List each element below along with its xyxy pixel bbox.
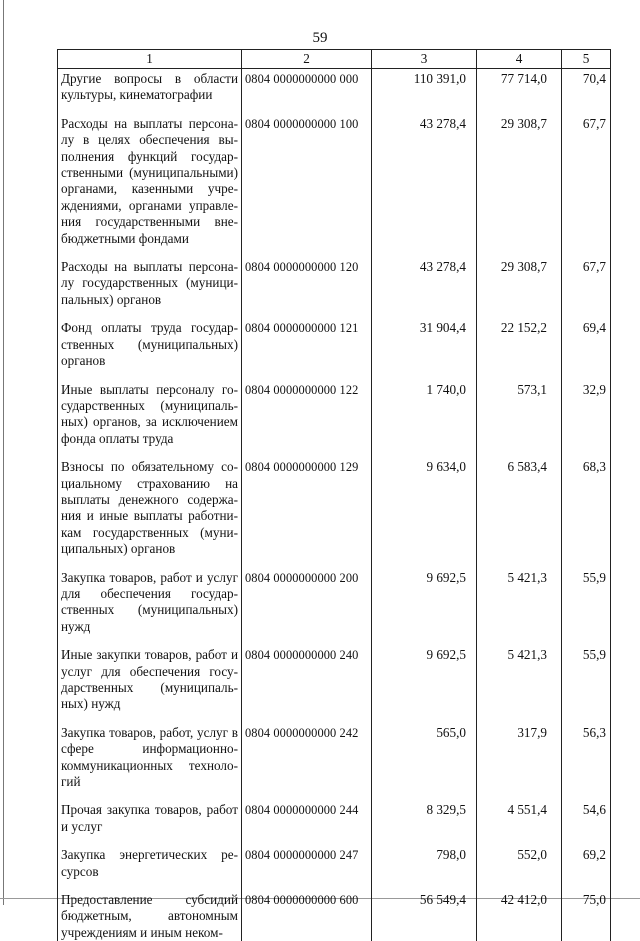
percent-cell: 55,9 <box>562 645 611 713</box>
expense-name-cell: Иные закупки товаров, работ и услуг для обеспечения госу-дарственных (муниципаль-ных) нужд <box>58 645 242 713</box>
spacer-cell <box>477 247 562 257</box>
spacer-cell <box>242 790 372 800</box>
row-spacer <box>58 308 611 318</box>
spacer-cell <box>477 635 562 645</box>
row-spacer <box>58 635 611 645</box>
budget-code-cell: 0804 0000000000 000 <box>242 69 372 104</box>
approved-amount-cell: 8 329,5 <box>372 800 477 835</box>
spacer-cell <box>242 835 372 845</box>
percent-cell: 75,0 <box>562 890 611 941</box>
percent-cell: 67,7 <box>562 257 611 308</box>
spacer-cell <box>372 447 477 457</box>
table-row <box>58 257 611 308</box>
spacer-cell <box>562 558 611 568</box>
spacer-cell <box>562 104 611 114</box>
spacer-cell <box>372 104 477 114</box>
approved-amount-cell: 565,0 <box>372 723 477 791</box>
row-spacer <box>58 104 611 114</box>
spacer-cell <box>242 447 372 457</box>
spacer-cell <box>477 370 562 380</box>
table-row <box>58 69 611 104</box>
row-spacer <box>58 447 611 457</box>
spacer-cell <box>58 308 242 318</box>
spacer-cell <box>242 635 372 645</box>
spacer-cell <box>58 713 242 723</box>
table-row <box>58 723 611 791</box>
expense-name-cell: Другие вопросы в области культуры, кинематографии <box>58 69 242 104</box>
row-spacer <box>58 835 611 845</box>
spacer-cell <box>477 558 562 568</box>
table-row <box>58 568 611 636</box>
spacer-cell <box>242 370 372 380</box>
table-row <box>58 114 611 247</box>
approved-amount-cell: 9 692,5 <box>372 645 477 713</box>
expense-name-cell: Закупка энергетических ре-сурсов <box>58 845 242 880</box>
spacer-cell <box>58 447 242 457</box>
approved-amount-cell: 31 904,4 <box>372 318 477 369</box>
spacer-cell <box>372 790 477 800</box>
spacer-cell <box>242 104 372 114</box>
column-header-3: 3 <box>372 50 477 69</box>
expense-name-cell: Фонд оплаты труда государ-ственных (муниципальных) органов <box>58 318 242 369</box>
spacer-cell <box>477 880 562 890</box>
executed-amount-cell: 29 308,7 <box>477 114 562 247</box>
percent-cell: 69,4 <box>562 318 611 369</box>
percent-cell: 54,6 <box>562 800 611 835</box>
spacer-cell <box>372 880 477 890</box>
spacer-cell <box>477 835 562 845</box>
approved-amount-cell: 110 391,0 <box>372 69 477 104</box>
executed-amount-cell: 552,0 <box>477 845 562 880</box>
scan-edge-left <box>3 0 4 905</box>
spacer-cell <box>372 370 477 380</box>
row-spacer <box>58 558 611 568</box>
budget-code-cell: 0804 0000000000 242 <box>242 723 372 791</box>
approved-amount-cell: 1 740,0 <box>372 380 477 448</box>
executed-amount-cell: 22 152,2 <box>477 318 562 369</box>
percent-cell: 70,4 <box>562 69 611 104</box>
spacer-cell <box>242 558 372 568</box>
executed-amount-cell: 5 421,3 <box>477 568 562 636</box>
spacer-cell <box>477 713 562 723</box>
approved-amount-cell: 43 278,4 <box>372 257 477 308</box>
spacer-cell <box>58 790 242 800</box>
budget-code-cell: 0804 0000000000 200 <box>242 568 372 636</box>
executed-amount-cell: 29 308,7 <box>477 257 562 308</box>
approved-amount-cell: 798,0 <box>372 845 477 880</box>
executed-amount-cell: 6 583,4 <box>477 457 562 557</box>
row-spacer <box>58 880 611 890</box>
spacer-cell <box>477 790 562 800</box>
budget-code-cell: 0804 0000000000 122 <box>242 380 372 448</box>
column-header-5: 5 <box>562 50 611 69</box>
executed-amount-cell: 5 421,3 <box>477 645 562 713</box>
spacer-cell <box>58 247 242 257</box>
row-spacer <box>58 370 611 380</box>
budget-table <box>57 49 611 941</box>
spacer-cell <box>477 104 562 114</box>
spacer-cell <box>242 308 372 318</box>
expense-name-cell: Иные выплаты персоналу го-сударственных (муниципаль-ных) органов, за исключением фонда оплаты труда <box>58 380 242 448</box>
spacer-cell <box>562 447 611 457</box>
spacer-cell <box>562 247 611 257</box>
spacer-cell <box>242 713 372 723</box>
spacer-cell <box>58 370 242 380</box>
approved-amount-cell: 56 549,4 <box>372 890 477 941</box>
budget-code-cell: 0804 0000000000 121 <box>242 318 372 369</box>
expense-name-cell: Расходы на выплаты персона-лу в целях обеспечения вы-полнения функций государ-ственными (муниципальными) органами, казенными учре-ждениями, органами управле-ния государственными вне-бюджетными фондами <box>58 114 242 247</box>
spacer-cell <box>562 713 611 723</box>
budget-code-cell: 0804 0000000000 100 <box>242 114 372 247</box>
percent-cell: 69,2 <box>562 845 611 880</box>
budget-code-cell: 0804 0000000000 244 <box>242 800 372 835</box>
spacer-cell <box>562 880 611 890</box>
executed-amount-cell: 573,1 <box>477 380 562 448</box>
spacer-cell <box>242 880 372 890</box>
expense-name-cell: Взносы по обязательному со-циальному страхованию на выплаты денежного содержа-ния и иные выплаты работни-кам государственных (муни-ципальных) органов <box>58 457 242 557</box>
expense-name-cell: Закупка товаров, работ и услуг для обеспечения государ-ственных (муниципальных) нужд <box>58 568 242 636</box>
executed-amount-cell: 317,9 <box>477 723 562 791</box>
budget-code-cell: 0804 0000000000 129 <box>242 457 372 557</box>
column-number-header <box>58 50 611 69</box>
spacer-cell <box>562 370 611 380</box>
page-number: 59 <box>0 30 640 47</box>
spacer-cell <box>372 635 477 645</box>
percent-cell: 55,9 <box>562 568 611 636</box>
spacer-cell <box>477 447 562 457</box>
expense-name-cell: Расходы на выплаты персона-лу государственных (муници-пальных) органов <box>58 257 242 308</box>
column-header-1: 1 <box>58 50 242 69</box>
spacer-cell <box>372 713 477 723</box>
executed-amount-cell: 4 551,4 <box>477 800 562 835</box>
table-row <box>58 645 611 713</box>
table-row <box>58 890 611 941</box>
spacer-cell <box>58 104 242 114</box>
table-row <box>58 380 611 448</box>
column-header-4: 4 <box>477 50 562 69</box>
spacer-cell <box>372 558 477 568</box>
expense-name-cell: Прочая закупка товаров, работ и услуг <box>58 800 242 835</box>
spacer-cell <box>562 790 611 800</box>
spacer-cell <box>58 835 242 845</box>
percent-cell: 67,7 <box>562 114 611 247</box>
budget-code-cell: 0804 0000000000 120 <box>242 257 372 308</box>
approved-amount-cell: 9 692,5 <box>372 568 477 636</box>
percent-cell: 68,3 <box>562 457 611 557</box>
approved-amount-cell: 9 634,0 <box>372 457 477 557</box>
row-spacer <box>58 790 611 800</box>
spacer-cell <box>242 247 372 257</box>
table-row <box>58 318 611 369</box>
row-spacer <box>58 247 611 257</box>
expense-name-cell: Предоставление субсидий бюджетным, автономным учреждениям и иным неком- <box>58 890 242 941</box>
budget-code-cell: 0804 0000000000 247 <box>242 845 372 880</box>
spacer-cell <box>58 880 242 890</box>
budget-code-cell: 0804 0000000000 240 <box>242 645 372 713</box>
spacer-cell <box>562 835 611 845</box>
expense-name-cell: Закупка товаров, работ, услуг в сфере информационно-коммуникационных техноло-гий <box>58 723 242 791</box>
table-row <box>58 845 611 880</box>
spacer-cell <box>58 558 242 568</box>
spacer-cell <box>477 308 562 318</box>
percent-cell: 56,3 <box>562 723 611 791</box>
percent-cell: 32,9 <box>562 380 611 448</box>
executed-amount-cell: 42 412,0 <box>477 890 562 941</box>
spacer-cell <box>372 835 477 845</box>
column-header-2: 2 <box>242 50 372 69</box>
spacer-cell <box>372 247 477 257</box>
spacer-cell <box>372 308 477 318</box>
approved-amount-cell: 43 278,4 <box>372 114 477 247</box>
spacer-cell <box>562 635 611 645</box>
executed-amount-cell: 77 714,0 <box>477 69 562 104</box>
table-row <box>58 457 611 557</box>
spacer-cell <box>562 308 611 318</box>
table-row <box>58 800 611 835</box>
spacer-cell <box>58 635 242 645</box>
budget-code-cell: 0804 0000000000 600 <box>242 890 372 941</box>
table-body <box>58 69 611 941</box>
row-spacer <box>58 713 611 723</box>
